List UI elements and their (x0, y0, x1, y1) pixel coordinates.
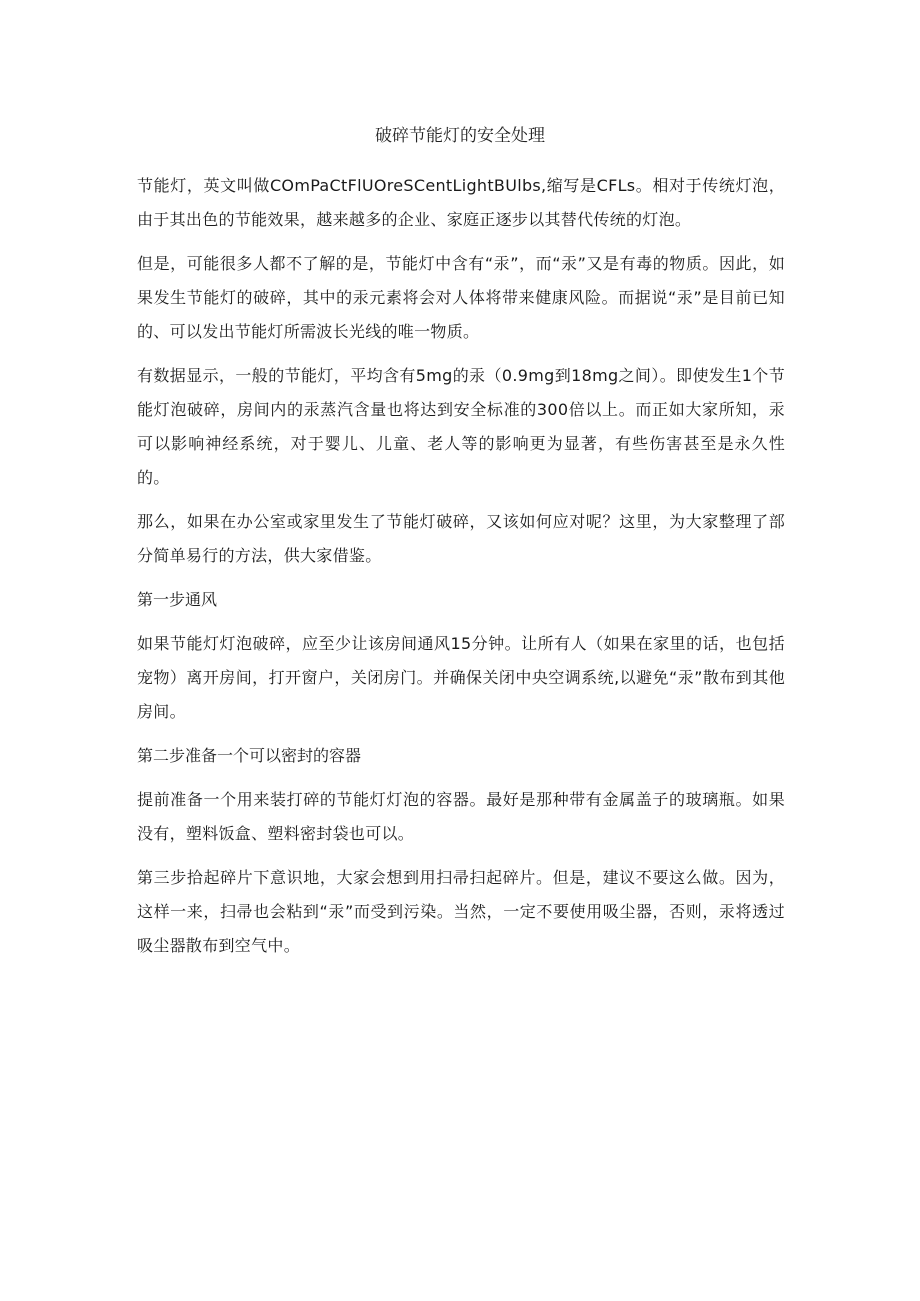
step-2-heading: 第二步准备一个可以密封的容器 (137, 746, 362, 765)
step-3-paragraph: 第三步拾起碎片下意识地，大家会想到用扫帚扫起碎片。但是，建议不要这么做。因为，这样一来，扫帚也会粘到“汞”而受到污染。当然，一定不要使用吸尘器，否则，汞将透过吸尘器散布到空气中。 (137, 868, 785, 955)
document-body (137, 169, 785, 973)
paragraph-mercury-data: 有数据显示，一般的节能灯，平均含有5mg的汞（0.9mg到18mg之间）。即使发生1个节能灯泡破碎，房间内的汞蒸汽含量也将达到安全标准的300倍以上。而正如大家所知，汞可以影响神经系统，对于婴儿、儿童、老人等的影响更为显著，有些伤害甚至是永久性的。 (137, 366, 785, 487)
step-1-heading: 第一步通风 (137, 590, 218, 609)
paragraph-how-to-respond: 那么，如果在办公室或家里发生了节能灯破碎，又该如何应对呢？这里，为大家整理了部分简单易行的方法，供大家借鉴。 (137, 512, 785, 565)
paragraph-mercury-risk: 但是，可能很多人都不了解的是，节能灯中含有“汞”，而“汞”又是有毒的物质。因此，如果发生节能灯的破碎，其中的汞元素将会对人体将带来健康风险。而据说“汞”是目前已知的、可以发出节能灯所需波长光线的唯一物质。 (137, 254, 785, 341)
step-2-paragraph: 提前准备一个用来装打碎的节能灯灯泡的容器。最好是那种带有金属盖子的玻璃瓶。如果没有，塑料饭盒、塑料密封袋也可以。 (137, 790, 785, 843)
document-title: 破碎节能灯的安全处理 (375, 126, 545, 146)
step-1-paragraph: 如果节能灯灯泡破碎，应至少让该房间通风15分钟。让所有人（如果在家里的话，也包括宠物）离开房间，打开窗户，关闭房门。并确保关闭中央空调系统,以避免“汞”散布到其他房间。 (137, 634, 785, 721)
paragraph-intro: 节能灯，英文叫做COmPaCtFlUOreSCentLightBUlbs,缩写是CFLs。相对于传统灯泡，由于其出色的节能效果，越来越多的企业、家庭正逐步以其替代传统的灯泡。 (137, 176, 785, 229)
